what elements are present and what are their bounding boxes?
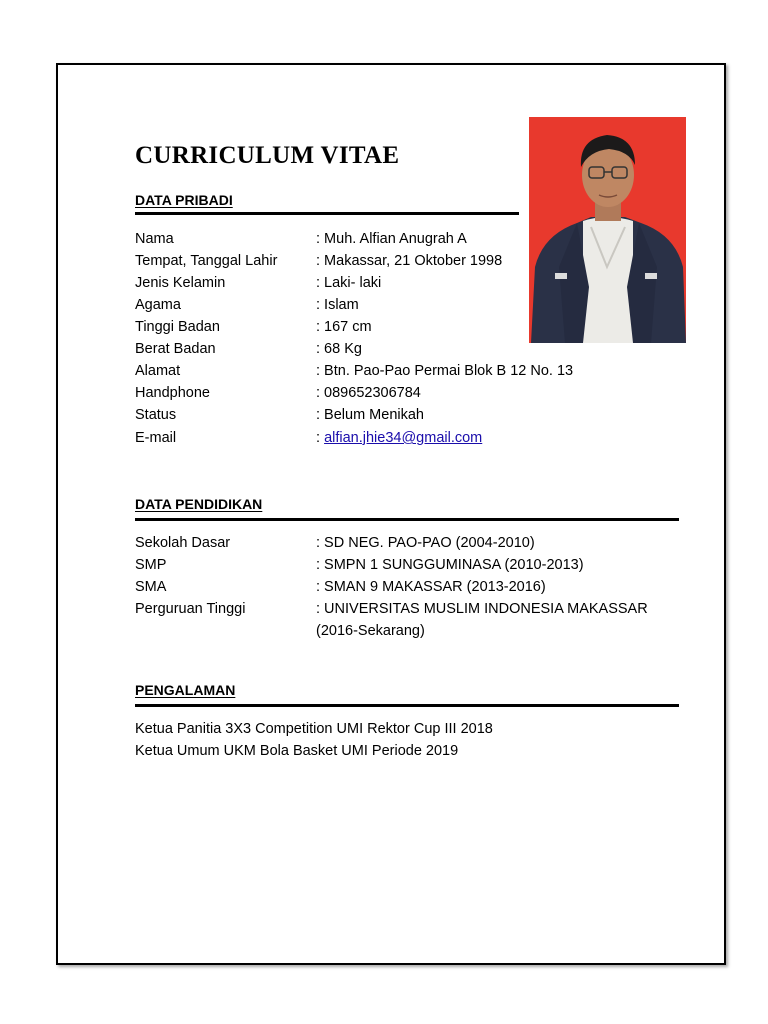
row-value: : Muh. Alfian Anugrah A	[316, 231, 467, 247]
row-label: Status	[135, 407, 177, 423]
section-divider	[135, 518, 679, 521]
row-value: : Islam	[316, 297, 359, 313]
row-value	[316, 427, 482, 449]
row-label: SMA	[135, 579, 167, 595]
education-continuation: (2016-Sekarang)	[316, 623, 425, 639]
experience-item: Ketua Panitia 3X3 Competition UMI Rektor Cup III 2018	[135, 721, 493, 737]
section-divider	[135, 704, 679, 707]
row-label: Nama	[135, 231, 174, 247]
row-label: Agama	[135, 297, 181, 313]
row-label: Tempat, Tanggal Lahir	[135, 253, 278, 269]
row-value: : 68 Kg	[316, 341, 362, 357]
email-link[interactable]: alfian.jhie34@gmail.com	[324, 430, 483, 446]
row-value: : UNIVERSITAS MUSLIM INDONESIA MAKASSAR	[316, 601, 648, 617]
row-value: : Makassar, 21 Oktober 1998	[316, 253, 503, 269]
row-label: Jenis Kelamin	[135, 275, 226, 291]
row-label: SMP	[135, 557, 167, 573]
row-value: : SMAN 9 MAKASSAR (2013-2016)	[316, 579, 546, 595]
section-divider	[135, 212, 519, 215]
row-label: Handphone	[135, 385, 210, 401]
email-prefix: :	[316, 430, 325, 446]
profile-photo	[529, 117, 686, 343]
row-value: : SD NEG. PAO-PAO (2004-2010)	[316, 535, 535, 551]
row-value: : Laki- laki	[316, 275, 382, 291]
row-label: Berat Badan	[135, 341, 216, 357]
row-label: Alamat	[135, 363, 181, 379]
section-heading-experience: PENGALAMAN	[135, 682, 236, 698]
experience-item: Ketua Umum UKM Bola Basket UMI Periode 2019	[135, 743, 459, 759]
row-value: : 089652306784	[316, 385, 421, 401]
row-label: Perguruan Tinggi	[135, 601, 246, 617]
row-label: Sekolah Dasar	[135, 535, 231, 551]
row-value: : 167 cm	[316, 319, 372, 335]
row-label: E-mail	[135, 430, 177, 446]
section-heading-personal: DATA PRIBADI	[135, 192, 233, 208]
row-value: : SMPN 1 SUNGGUMINASA (2010-2013)	[316, 557, 584, 573]
row-value: : Btn. Pao-Pao Permai Blok B 12 No. 13	[316, 363, 574, 379]
section-heading-education: DATA PENDIDIKAN	[135, 496, 263, 512]
document-title: CURRICULUM VITAE	[135, 142, 400, 169]
row-value: : Belum Menikah	[316, 407, 424, 423]
row-label: Tinggi Badan	[135, 319, 220, 335]
